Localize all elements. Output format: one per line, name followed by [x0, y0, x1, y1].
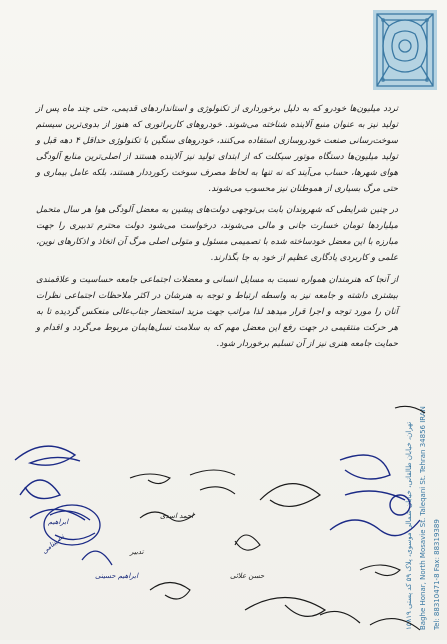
signature-2 [44, 505, 112, 565]
paragraph-1: تردد میلیون‌ها خودرو که به دلیل برخورداری از تکنولوژی و استانداردهای قدیمی، حتی چند ماه پس از تولید نیز به عنوان منبع آلاینده شناخته می‌شوند. خودروهای کاربراتوری که هنوز از بدوی‌ترین سیستم سوخت‌رسانی صنعت خودروسازی استفاده می‌کنند، خودروهای سنگین با تکنولوژی حداقل ۴ دهه قبل و تولید میلیون‌ها دستگاه موتور سیکلت که از ابتدای تولید نیز آلاینده هستند از اصلی‌ترین منابع آلودگی هوای شهرها، حساب می‌آیند که نه تنها به لحاظ مصرف سوخت رکورددار هستند، بلکه عامل بیماری و حتی مرگ بسیاری از هموطنان نیز محسوب می‌شوند. [36, 104, 398, 194]
signature-4 [245, 484, 360, 623]
cartoon-house-logo-icon [365, 6, 445, 98]
signature-label-2: نصیبنامی [40, 532, 66, 556]
signature-5 [330, 455, 420, 536]
signature-6 [360, 406, 425, 630]
signature-label-5: ابراهیم حسینی [95, 572, 139, 580]
signature-label-1: ابراهیم [48, 518, 69, 526]
address-fa: تهران، خیابان طالقانی، خیابان شمالی موسوی، پلاک ۵۹ کد پستی ۱۵۸۱۹ [405, 421, 413, 630]
signature-label-6: تدبیر [130, 548, 144, 556]
paragraph-3: از آنجا که هنرمندان همواره نسبت به مسایل انسانی و معضلات اجتماعی جامعه حساسیت و علاقمندی بیشتری داشته و جامعه نیز به واسطه ارتباط و توجه به هنرشان در اکثر ملاحظات اجتماعی نظرات آنان را مورد توجه و اجرا قرار میدهد لذا مراتب جهت مزید استحضار جناب‌عالی منعکس گردیده تا به هر حرکت منتقیمی در جهت رفع این معضل مهم که به سلامت نسل‌هایمان مربوط می‌گردد و اقدام و حمایت جامعه هنری نیز از آن تسلیم برخوردار شود. [36, 275, 398, 349]
signatures-area [0, 400, 447, 640]
phone-fax: Tel: 88310471-8 Fax: 88319389 [433, 519, 441, 630]
signature-label-4: حسن علائی [230, 572, 265, 580]
letter-body [36, 102, 398, 359]
signature-1 [15, 446, 85, 520]
address-en: Baghe Honar, North Mosavie St. Taleqani St. Tehran 34856 IRAN [419, 406, 427, 630]
paragraph-2: در چنین شرایطی که شهروندان بابت بی‌توجهی دولت‌های پیشین به معضل آلودگی هوا هر سال متحمل میلیاردها تومان خسارت جانی و مالی می‌شوند، درخواست می‌شود دولت محترم تدبیری را جهت مبارزه با این معضل خودساخته شده با تصمیمی مسئول و متولی اصلی مرگ آن اتخاذ و اذکارهای نوین، علمی و کاربردی یادگاری عظیم از خود به جا بگذارند. [36, 205, 398, 264]
signature-label-3: احمد اسدی [160, 512, 194, 520]
